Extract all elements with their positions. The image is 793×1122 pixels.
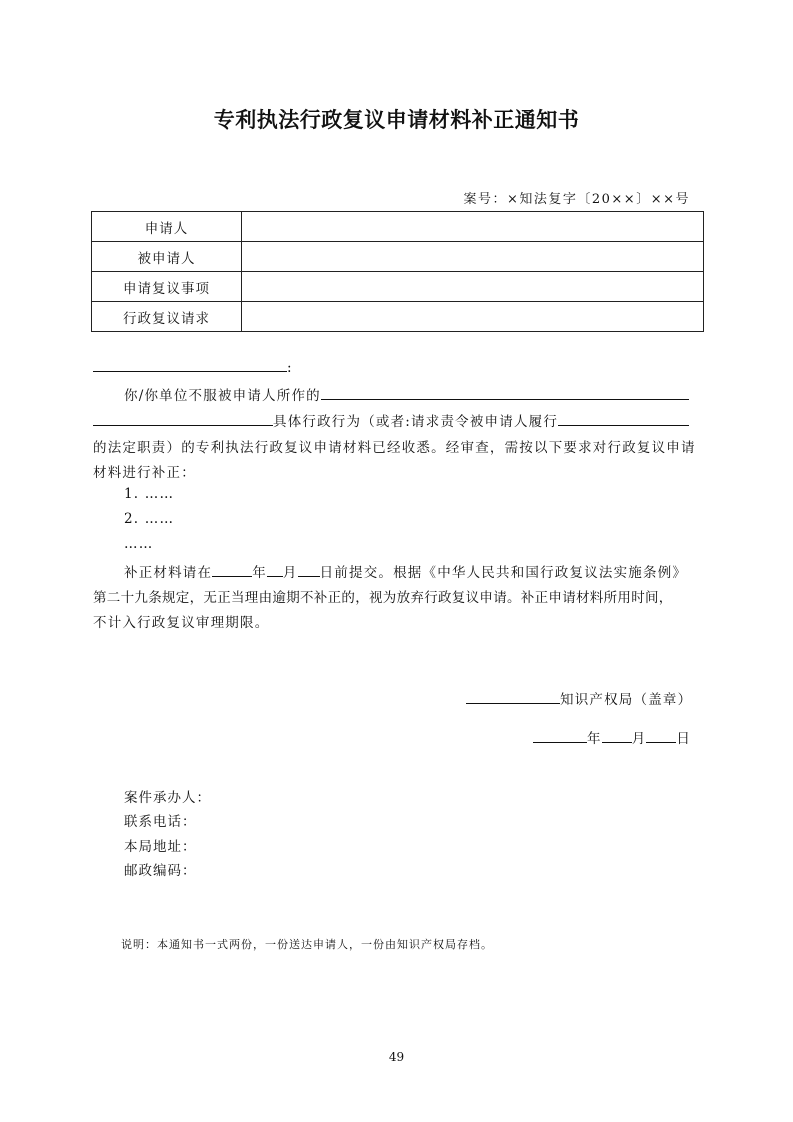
body-line-1-text: 你/你单位不服被申请人所作的 [124,388,321,404]
action-blank[interactable] [93,425,273,426]
addressee-blank[interactable] [93,371,287,372]
table-row [92,272,704,302]
contact-address: 本局地址： [124,839,197,855]
signature-month-blank[interactable] [602,742,632,743]
deadline-suffix: 日前提交。根据《中华人民共和国行政复议法实施条例》 [319,565,688,581]
signature-year-blank[interactable] [533,742,587,743]
body-line-2 [93,410,689,430]
deadline-day-blank[interactable] [298,576,320,577]
duty-blank[interactable] [558,425,689,426]
signature-day-label: 日 [676,731,692,747]
table-row [92,302,704,332]
contact-handler: 案件承办人： [124,790,211,806]
row-label-respondent: 被申请人 [92,242,242,272]
signature-date [533,727,691,747]
deadline-month-label: 月 [282,565,298,581]
addressee-colon: : [287,360,293,376]
row-value-respondent[interactable] [242,242,704,272]
body-line-4: 材料进行补正： [93,465,196,481]
list-item-ellipsis: …… [124,536,154,552]
office-name-blank[interactable] [466,703,560,704]
deadline-year-blank[interactable] [212,576,252,577]
signature-month-label: 月 [631,731,647,747]
body-line-2-text: 具体行政行为（或者:请求责令被申请人履行 [273,414,559,430]
row-label-applicant: 申请人 [92,212,242,242]
deadline-line [124,561,687,581]
body-line-3: 的法定职责）的专利执法行政复议申请材料已经收悉。经审查，需按以下要求对行政复议申请 [93,440,696,456]
row-label-matter: 申请复议事项 [92,272,242,302]
deadline-month-blank[interactable] [267,576,283,577]
table-row [92,242,704,272]
office-seal-line [466,688,692,708]
signature-day-blank[interactable] [646,742,676,743]
signature-year-label: 年 [587,731,602,747]
decision-blank[interactable] [321,399,689,400]
deadline-year-label: 年 [252,565,267,581]
list-item-1: 1. …… [124,486,175,502]
row-label-request: 行政复议请求 [92,302,242,332]
legal-line-3: 不计入行政复议审理期限。 [93,615,270,631]
row-value-request[interactable] [242,302,704,332]
office-seal-label: 知识产权局（盖章） [560,692,693,708]
body-line-1 [124,384,689,404]
row-value-matter[interactable] [242,272,704,302]
row-value-applicant[interactable] [242,212,704,242]
case-number: 案号：×知法复字〔20××〕××号 [463,192,690,207]
page-number: 49 [388,1050,405,1064]
table-row [92,212,704,242]
contact-phone: 联系电话： [124,814,197,830]
contact-postcode: 邮政编码： [124,863,197,879]
info-table [91,211,704,332]
footnote: 说明：本通知书一式两份，一份送达申请人，一份由知识产权局存档。 [121,938,493,951]
legal-line-2: 第二十九条规定，无正当理由逾期不补正的，视为放弃行政复议申请。补正申请材料所用时间， [93,590,673,606]
addressee-line [93,360,293,376]
list-item-2: 2. …… [124,511,175,527]
deadline-prefix: 补正材料请在 [124,565,213,581]
document-title: 专利执法行政复议申请材料补正通知书 [213,108,580,132]
